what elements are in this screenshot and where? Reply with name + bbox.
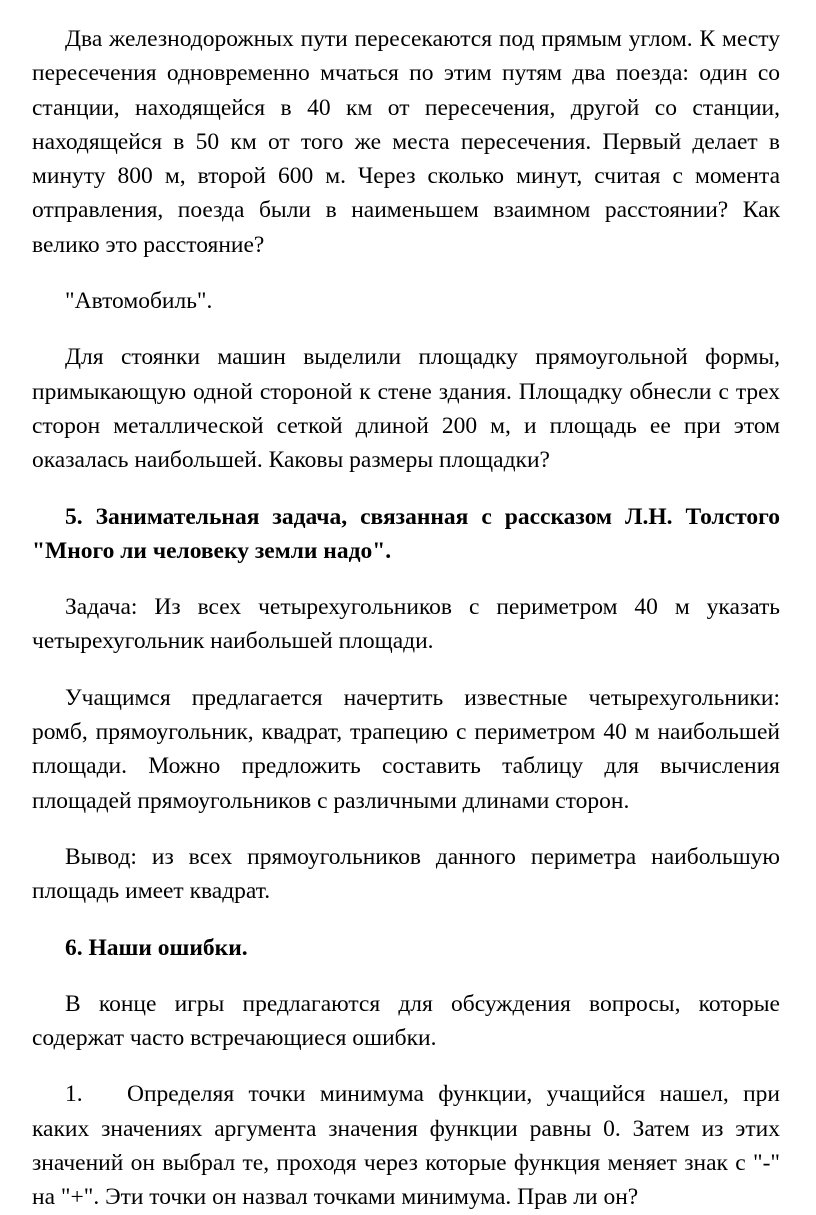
list-item-1 — [32, 1077, 780, 1214]
section-6-heading: 6. Наши ошибки. — [65, 934, 248, 961]
train-problem-paragraph: Два железнодорожных пути пересекаются под прямым углом. К месту пересечения одновременно мчаться по этим путям два поезда: один со станции, находящейся в 40 км от пересечения, другой со станции, находящейся в 50 км от того же места пересечения. Первый делает в минуту 800 м, второй 600 м. Через сколько минут, считая с момента отправления, поезда были в наименьшем взаимном расстоянии? Как велико это расстояние? — [32, 26, 780, 258]
automobile-heading: "Автомобиль". — [65, 288, 213, 315]
conclusion-paragraph: Вывод: из всех прямоугольников данного периметра наибольшую площадь имеет квадрат. — [32, 843, 780, 905]
quadrilateral-task-paragraph: Задача: Из всех четырехугольников с периметром 40 м указать четырехугольник наибольшей площади. — [32, 594, 780, 655]
parking-problem-paragraph: Для стоянки машин выделили площадку прямоугольной формы, примыкающую одной стороной к стене здания. Площадку обнесли с трех сторон металлической сеткой длиной 200 м, и площадь ее при этом оказалась наибольшей. Каковы размеры площадки? — [32, 344, 780, 474]
section-5-heading: 5. Занимательная задача, связанная с рассказом Л.Н. Толстого "Много ли человеку земли надо". — [32, 503, 780, 564]
list-item-text: Определяя точки минимума функции, учащийся нашел, при каких значениях аргумента значения функции равны 0. Затем из этих значений он выбрал те, проходя через которые функция меняет знак с "-" на "+". Эти точки он назвал точками минимума. Прав ли он? — [32, 1081, 780, 1211]
game-end-paragraph: В конце игры предлагаются для обсуждения вопросы, которые содержат часто встречающиеся ошибки. — [32, 990, 780, 1052]
students-instruction-paragraph: Учащимся предлагается начертить известные четырехугольники: ромб, прямоугольник, квадрат, трапецию с периметром 40 м наибольшей площади. Можно предложить составить таблицу для вычисления площадей прямоугольников с различными длинами сторон. — [32, 684, 780, 814]
list-item-number: 1. — [65, 1081, 83, 1108]
